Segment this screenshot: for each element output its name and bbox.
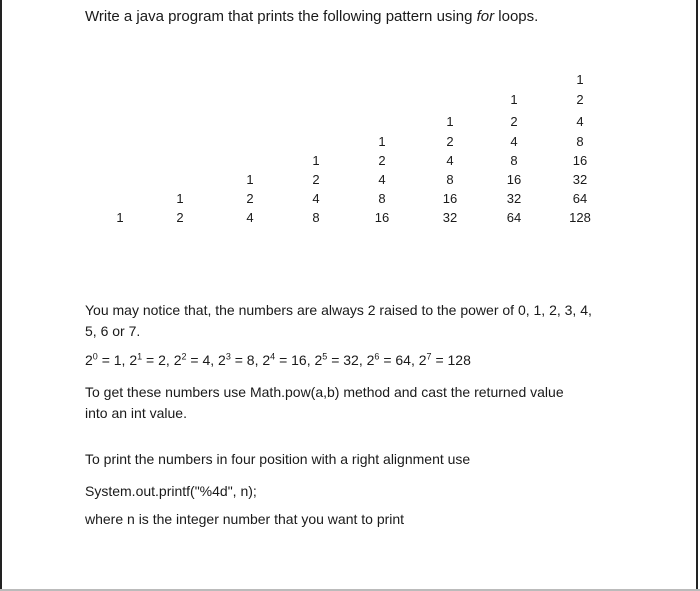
power-value: = 32,	[327, 352, 367, 368]
pattern-number: 8	[378, 191, 386, 206]
mathpow-line-2: into an int value.	[85, 405, 187, 421]
pattern-number: 1	[446, 114, 454, 129]
pattern-number: 16	[374, 210, 390, 225]
pattern-number: 2	[378, 153, 386, 168]
title-emphasis: for	[476, 8, 495, 25]
mathpow-line-1: To get these numbers use Math.pow(a,b) method and cast the returned value	[85, 384, 564, 400]
pattern-number: 4	[378, 172, 386, 187]
power-value: = 2,	[142, 352, 174, 368]
pattern-number: 2	[576, 92, 584, 107]
pattern-number: 2	[510, 114, 518, 129]
pattern-number: 1	[116, 210, 124, 225]
pattern-number: 2	[312, 172, 320, 187]
power-item: $2^6 = 64$,	[366, 351, 419, 368]
pattern-number: 1	[176, 191, 184, 206]
pattern-number: 32	[442, 210, 458, 225]
power-value: = 1,	[97, 352, 130, 368]
pattern-number: 1	[246, 172, 254, 187]
printf-line-2: System.out.printf("%4d", n);	[85, 483, 257, 499]
pattern-number: 64	[506, 210, 522, 225]
power-value: = 128	[431, 352, 471, 368]
pattern-number: 2	[446, 134, 454, 149]
pattern-number: 16	[572, 153, 588, 168]
pattern-number: 1	[576, 72, 584, 87]
power-exponent: 7	[426, 351, 432, 362]
power-item: $2^4 = 16$,	[262, 351, 315, 368]
power-exponent: 6	[374, 351, 380, 362]
power-value: = 8,	[230, 352, 263, 368]
power-item: $2^2 = 4$,	[173, 351, 219, 368]
power-exponent: 4	[270, 351, 276, 362]
power-exponent: 0	[92, 351, 98, 362]
power-item: $2^1 = 2$,	[129, 351, 174, 368]
power-exponent: 1	[137, 351, 143, 362]
printf-line-1: To print the numbers in four position with a right alignment use	[85, 451, 471, 467]
printf-line-3: where n is the integer number that you want to print	[85, 511, 405, 527]
power-item: $2^5 = 32$,	[314, 351, 367, 368]
pattern-number: 4	[576, 114, 584, 129]
number-pattern	[0, 0, 700, 240]
notice-line-2: 5, 6 or 7.	[85, 323, 141, 339]
pattern-number: 8	[312, 210, 320, 225]
power-exponent: 2	[181, 351, 187, 362]
pattern-number: 1	[312, 153, 320, 168]
pattern-number: 2	[246, 191, 254, 206]
pattern-number: 1	[510, 92, 518, 107]
pattern-number: 8	[576, 134, 584, 149]
pattern-number: 64	[572, 191, 588, 206]
power-value: = 64,	[379, 352, 419, 368]
power-item: $2^0 = 1$,	[85, 351, 130, 368]
pattern-number: 4	[510, 134, 518, 149]
power-exponent: 3	[225, 351, 231, 362]
pattern-number: 8	[446, 172, 454, 187]
title-text-end: loops.	[494, 8, 539, 25]
title-text: Write a java program that prints the following pattern using	[85, 8, 477, 25]
power-exponent: 5	[322, 351, 328, 362]
notice-line-1: You may notice that, the numbers are always 2 raised to the power of 0, 1, 2, 3, 4,	[85, 302, 592, 318]
pattern-number: 4	[312, 191, 320, 206]
pattern-number: 4	[246, 210, 254, 225]
power-value: = 4,	[186, 352, 219, 368]
pattern-number: 4	[446, 153, 454, 168]
pattern-number: 32	[572, 172, 588, 187]
power-item: $2^7 = 128$	[418, 351, 471, 368]
power-value: = 16,	[275, 352, 315, 368]
pattern-number: 16	[506, 172, 522, 187]
pattern-number: 8	[510, 153, 518, 168]
pattern-number: 1	[378, 134, 386, 149]
power-item: $2^3 = 8$,	[218, 351, 263, 368]
pattern-number: 2	[176, 210, 184, 225]
pattern-number: 32	[506, 191, 522, 206]
powers-line	[85, 350, 471, 371]
pattern-number: 128	[569, 210, 591, 225]
pattern-number: 16	[442, 191, 458, 206]
